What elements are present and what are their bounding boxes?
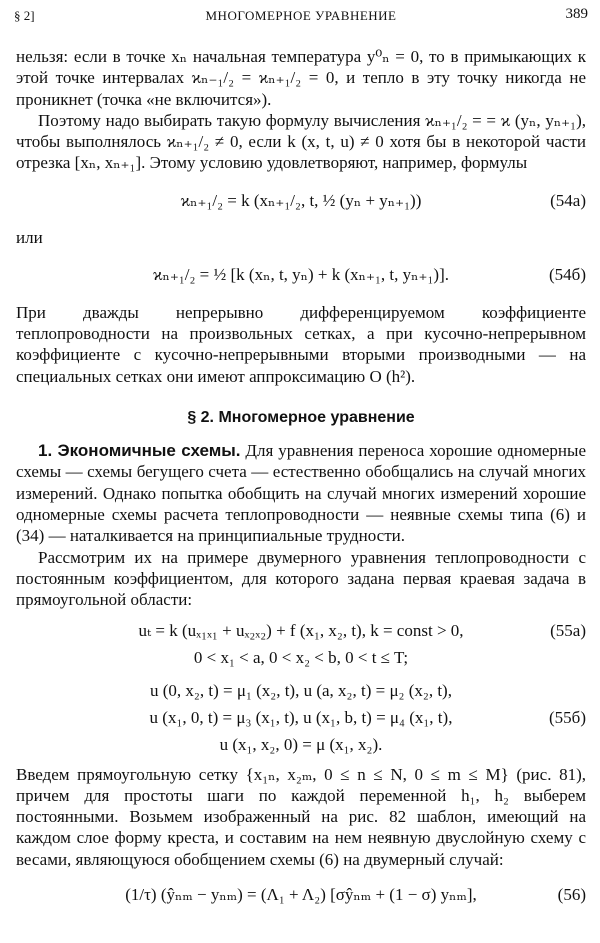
- page-number: 389: [565, 6, 588, 22]
- equation-56-number: (56): [557, 885, 586, 905]
- paragraph-5: Рассмотрим их на примере двумерного уравнения теплопроводности с постоянным коэффициентом, для которого задана первая краевая задача в прямоугольной области:: [16, 547, 586, 610]
- equation-55b-number: (55б): [549, 707, 586, 727]
- equation-55b-line-3: u (x₁, x₂, 0) = μ (x₁, x₂).: [219, 734, 383, 754]
- equation-54b: [16, 264, 586, 285]
- header-section: § 2]: [14, 8, 35, 23]
- equation-55a-line-2: 0 < x₁ < a, 0 < x₂ < b, 0 < t ≤ T;: [193, 647, 409, 667]
- equation-55a: [16, 617, 586, 671]
- equation-54b-body: ϰₙ₊₁/₂ = ½ [k (xₙ, t, yₙ) + k (xₙ₊₁, t, yₙ₊₁)].: [153, 265, 449, 285]
- equation-54a-body: ϰₙ₊₁/₂ = k (xₙ₊₁/₂, t, ½ (yₙ + yₙ₊₁)): [180, 190, 422, 210]
- page-body: [16, 46, 586, 921]
- or-text: или: [16, 228, 43, 248]
- paragraph-4-text: Для уравнения переноса хорошие одномерные схемы — схемы бегущего счета — естественно обобщались на случай многих измерений. Однако попытка обобщить на случай многих измерений хорошие одномерные схемы расчета теплопроводности — неявные схемы типа (6) и (34) — наталкивается на принципиальные трудности.: [16, 441, 587, 546]
- header-title: МНОГОМЕРНОЕ УРАВНЕНИЕ: [205, 8, 397, 23]
- equation-54a: [16, 190, 586, 211]
- equation-55b-line-1: u (0, x₂, t) = μ₁ (x₂, t), u (a, x₂, t) = μ₂ (x₂, t),: [150, 680, 452, 700]
- equation-55a-number: (55а): [550, 620, 586, 640]
- equation-56: [16, 884, 586, 905]
- equation-56-body: (1/τ) (ŷₙₘ − yₙₘ) = (Λ₁ + Λ₂) [σŷₙₘ + (1 − σ) yₙₘ],: [125, 885, 477, 905]
- subsection-title: 1. Экономичные схемы.: [38, 441, 241, 461]
- equation-55b-line-2: u (x₁, 0, t) = μ₃ (x₁, t), u (x₁, b, t) = μ₄ (x₁, t),: [149, 707, 453, 727]
- paragraph-3: При дважды непрерывно дифференцируемом коэффициенте теплопроводности на произвольных сетках, а при кусочно-непрерывном коэффициенте с кусочно-непрерывными вторыми производными — на специальных сетках они имеют аппроксимацию O (h²).: [16, 302, 586, 386]
- running-header: [14, 6, 588, 28]
- paragraph-1: нельзя: если в точке xₙ начальная температура y⁰ₙ = 0, то в примыкающих к этой точке интервалах ϰₙ₋₁/₂ = ϰₙ₊₁/₂ = 0, и тепло в эту точку никогда не проникнет (точка «не включится»).: [16, 47, 586, 109]
- paragraph-4: [16, 440, 586, 546]
- paragraph-6: Введем прямоугольную сетку {x₁ₙ, x₂ₘ, 0 ≤ n ≤ N, 0 ≤ m ≤ M} (рис. 81), причем для простоты шаги по каждой переменной h₁, h₂ выберем постоянными. Возьмем изображенный на рис. 82 шаблон, имеющий на каждом слое форму креста, и составим на нем неявную двуслойную схему с весами, являющуюся обобщением схемы (6) на двумерный случай:: [16, 764, 586, 869]
- equation-55a-line-1: uₜ = k (uₓ₁ₓ₁ + uₓ₂ₓ₂) + f (x₁, x₂, t), k = const > 0,: [138, 620, 464, 640]
- paragraph-2: Поэтому надо выбирать такую формулу вычисления ϰₙ₊₁/₂ = = ϰ (yₙ, yₙ₊₁), чтобы выполнялось ϰₙ₊₁/₂ ≠ 0, если k (x, t, u) ≠ 0 хотя бы в некоторой части отрезка [xₙ, xₙ₊₁]. Этому условию удовлетворяют, например, формулы: [16, 110, 586, 173]
- section-heading: § 2. Многомерное уравнение: [187, 408, 415, 426]
- equation-55b: [16, 677, 586, 758]
- equation-54b-number: (54б): [549, 265, 586, 285]
- equation-54a-number: (54а): [550, 190, 586, 210]
